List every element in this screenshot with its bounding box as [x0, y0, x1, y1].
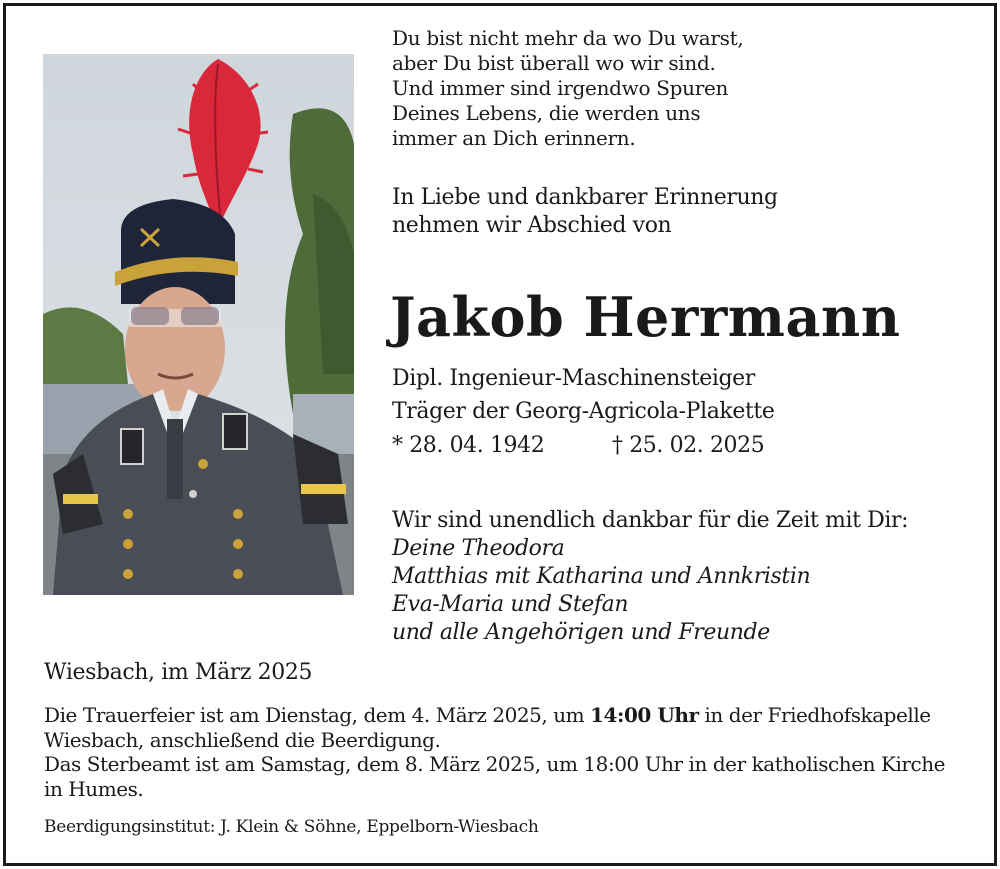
thanks-section	[392, 507, 908, 647]
intro-line: nehmen wir Abschied von	[392, 213, 672, 238]
memorial-poem	[392, 26, 743, 151]
poem-line: Du bist nicht mehr da wo Du warst,	[392, 26, 744, 50]
service-line-3: Das Sterbeamt ist am Samstag, dem 8. März 2025, um 18:00 Uhr in der katholischen Kirche	[44, 752, 946, 776]
deceased-award: Träger der Georg-Agricola-Plakette	[392, 399, 775, 424]
poem-line: Und immer sind irgendwo Spuren	[392, 76, 729, 100]
mourner-line: Matthias mit Katharina und Annkristin	[392, 564, 811, 589]
life-dates	[392, 431, 772, 461]
farewell-intro	[392, 184, 778, 240]
service-line-2: Wiesbach, anschließend die Beerdigung.	[44, 727, 441, 752]
mourner-line: Eva-Maria und Stefan	[392, 592, 629, 617]
service-text: Die Trauerfeier ist am Dienstag, dem 4. März 2025, um	[44, 703, 591, 727]
service-time: 14:00 Uhr	[590, 703, 699, 727]
deceased-titles	[392, 362, 775, 428]
portrait-photo	[43, 54, 354, 595]
poem-line: immer an Dich erinnern.	[392, 126, 636, 150]
funeral-home: Beerdigungsinstitut: J. Klein & Söhne, Eppelborn-Wiesbach	[44, 817, 539, 837]
mourner-line: und alle Angehörigen und Freunde	[392, 620, 770, 645]
poem-line: aber Du bist überall wo wir sind.	[392, 51, 716, 75]
mourner-line: Deine Theodora	[392, 536, 565, 561]
death-date: † 25. 02. 2025	[612, 433, 765, 458]
service-line-4: in Humes.	[44, 776, 144, 801]
service-text: in der Friedhofskapelle	[698, 703, 931, 727]
deceased-name: Jakob Herrmann	[390, 285, 901, 349]
service-details	[44, 703, 945, 801]
poem-line: Deines Lebens, die werden uns	[392, 101, 701, 125]
birth-date: * 28. 04. 1942	[392, 433, 545, 458]
thanks-heading: Wir sind unendlich dankbar für die Zeit mit Dir:	[392, 508, 909, 533]
place-and-date: Wiesbach, im März 2025	[44, 660, 313, 685]
service-line-1	[44, 703, 945, 728]
deceased-title: Dipl. Ingenieur-Maschinensteiger	[392, 366, 755, 391]
intro-line: In Liebe und dankbarer Erinnerung	[392, 185, 778, 210]
